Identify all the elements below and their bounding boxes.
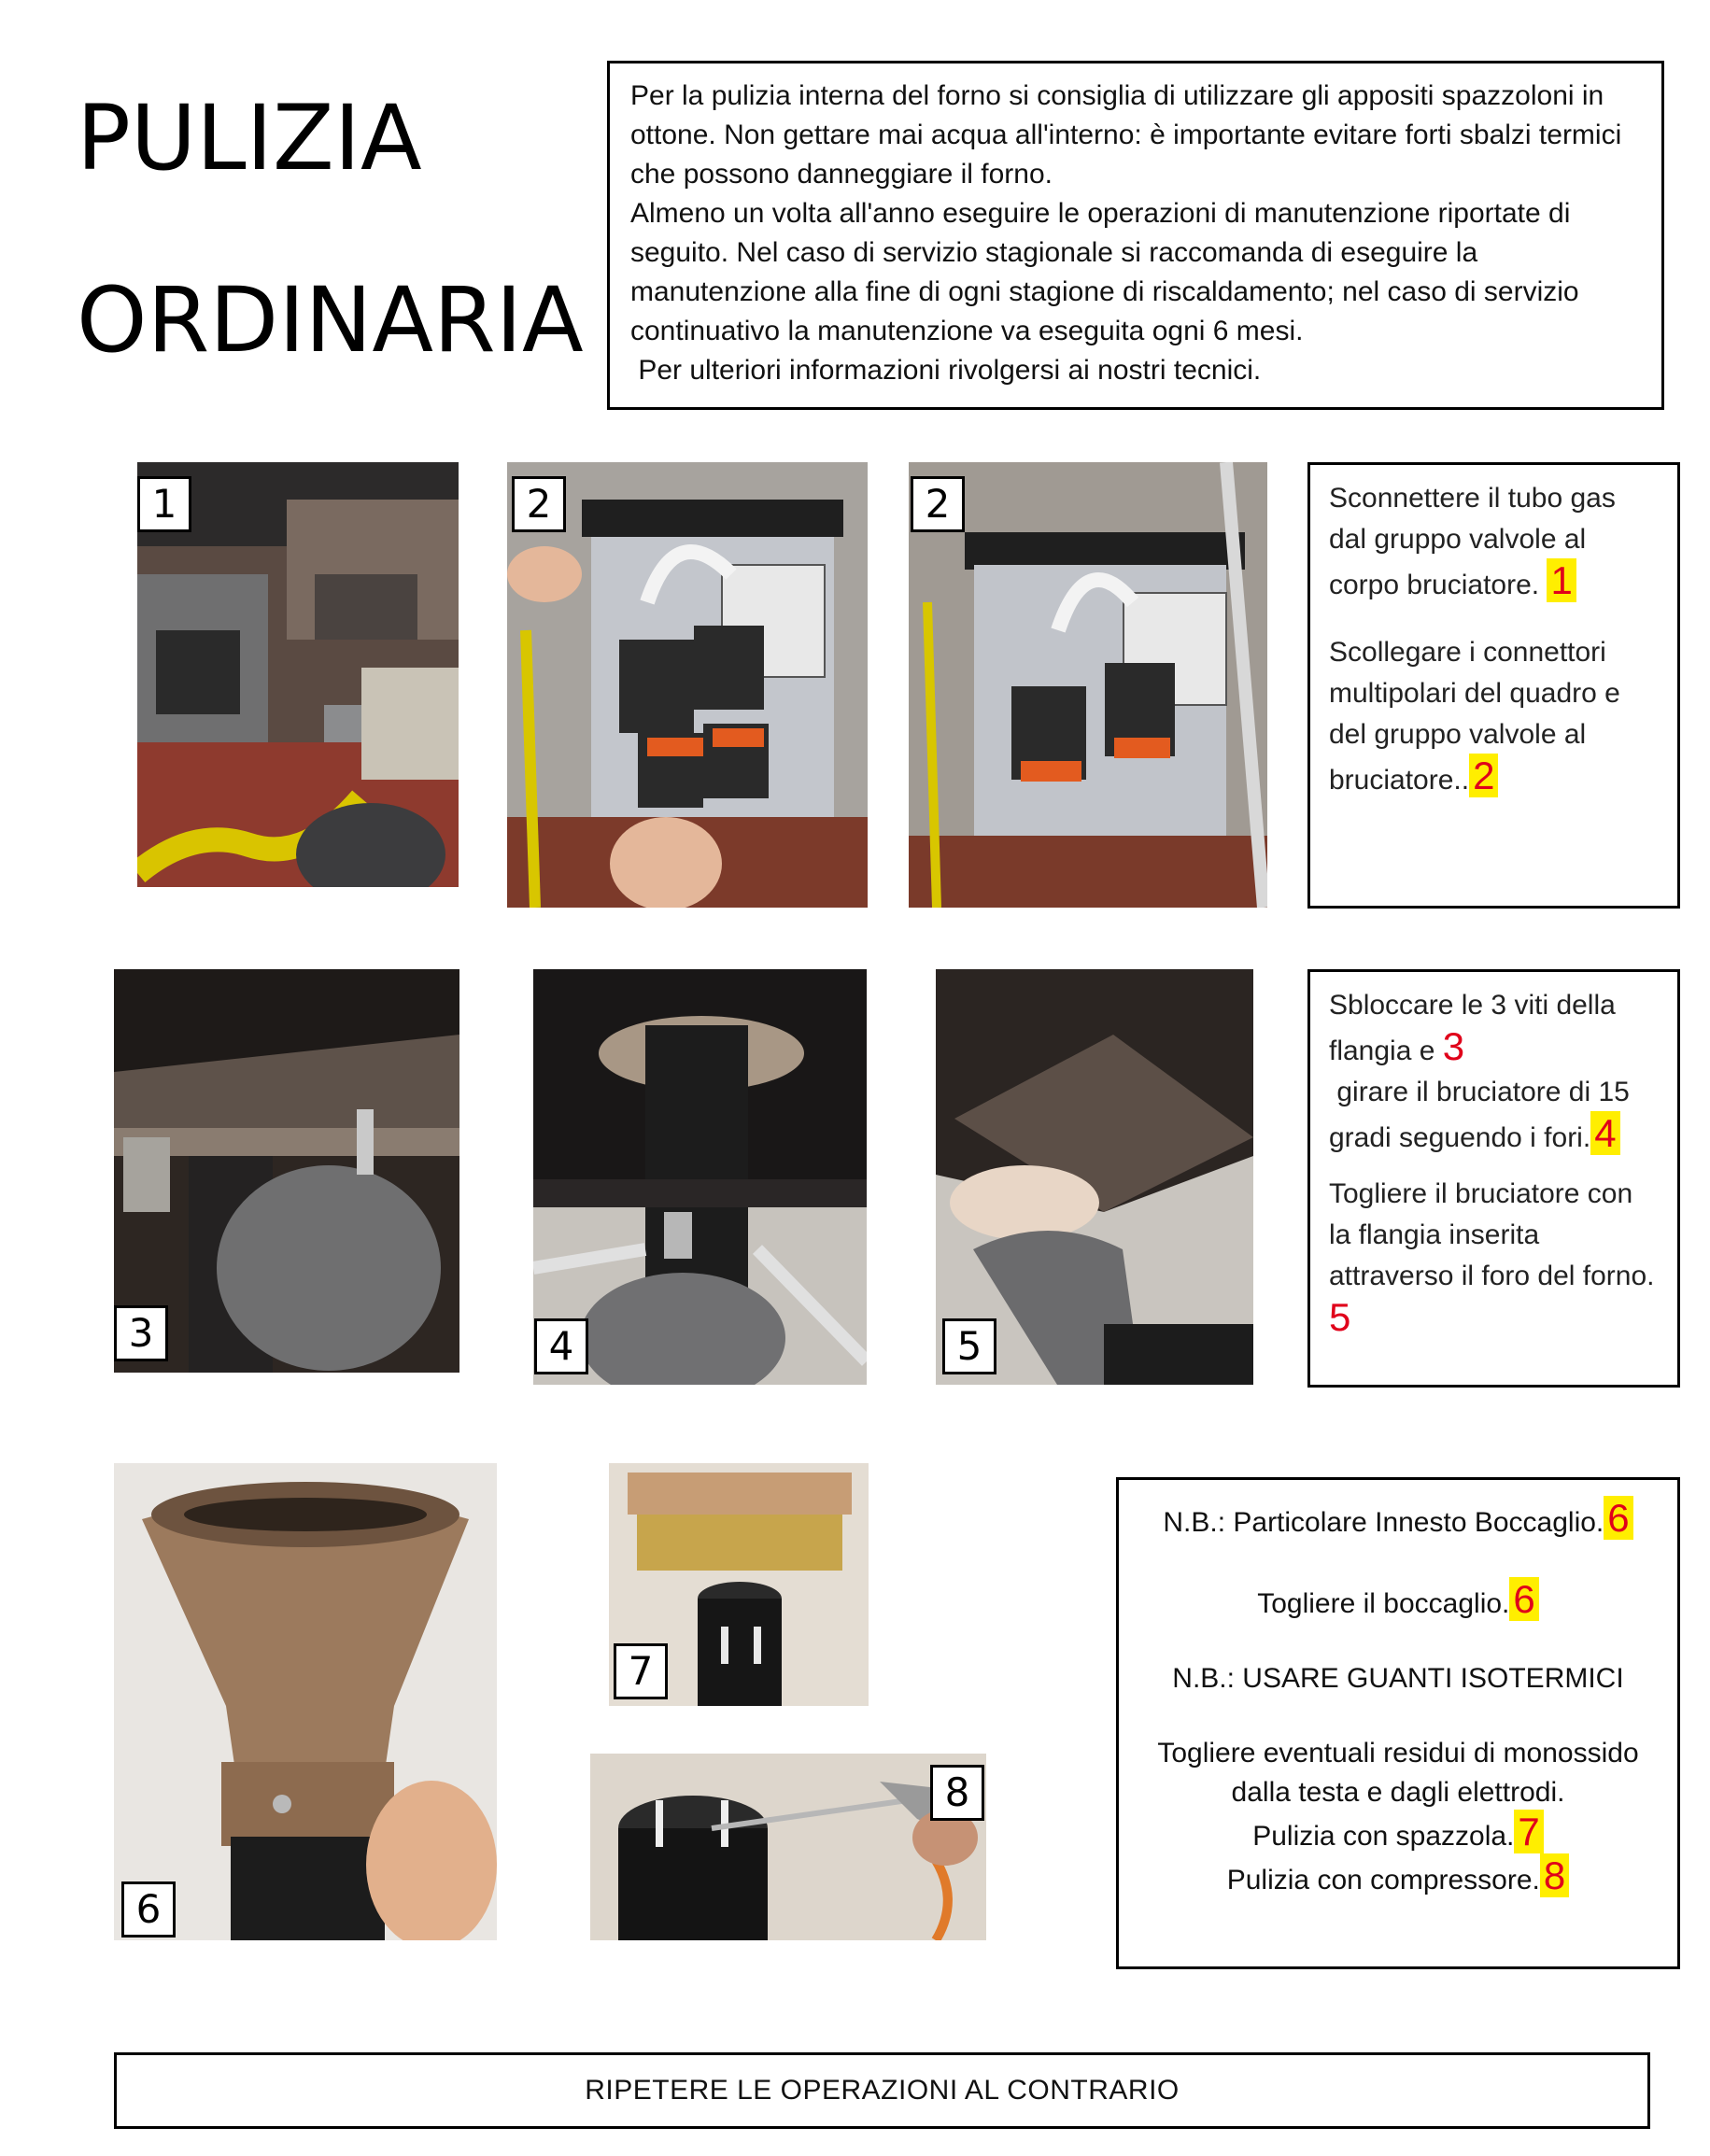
step-remove-burner: Togliere il bruciatore con la flangia inserita attraverso il foro del forno. 5 <box>1329 1178 1655 1339</box>
step-disconnect-gas: Sconnettere il tubo gas dal gruppo valvole al corpo bruciatore. 1 <box>1329 483 1616 602</box>
step-number-5: 5 <box>1329 1295 1351 1339</box>
photo-label-1: 1 <box>137 476 191 532</box>
step-disconnect-connectors: Scollegare i connettori multipolari del quadro e del gruppo valvole al bruciatore..2 <box>1329 637 1620 797</box>
step-unlock-screws: Sbloccare le 3 viti della flangia e 3 <box>1329 990 1616 1068</box>
intro-box <box>607 61 1664 410</box>
step-remove-residue: Togliere eventuali residui di monossido dalla testa e dagli elettrodi. <box>1157 1738 1639 1808</box>
step-rotate-burner: girare il bruciatore di 15 gradi seguendo i fori.4 <box>1329 1077 1638 1155</box>
step-number-8: 8 <box>1540 1853 1569 1897</box>
instruction-box-3 <box>1116 1477 1680 1969</box>
nb-isothermal-gloves: N.B.: USARE GUANTI ISOTERMICI <box>1172 1663 1624 1694</box>
photo-label-7: 7 <box>614 1643 668 1699</box>
instruction-box-2 <box>1307 969 1680 1388</box>
step-number-4: 4 <box>1590 1111 1619 1155</box>
step-number-3: 3 <box>1442 1024 1465 1068</box>
instruction-box-1 <box>1307 462 1680 909</box>
intro-paragraph-3: Per ulteriori informazioni rivolgersi ai nostri tecnici. <box>630 355 1262 386</box>
step-brush-cleaning: Pulizia con spazzola.7 <box>1134 1812 1662 1856</box>
photo-label-6: 6 <box>121 1881 176 1938</box>
step-number-7: 7 <box>1514 1810 1543 1853</box>
photo-label-5: 5 <box>942 1318 996 1374</box>
title-pulizia: PULIZIA <box>77 86 422 190</box>
step-compressor-cleaning: Pulizia con compressore.8 <box>1134 1856 1662 1900</box>
step-number-2: 2 <box>1469 754 1498 797</box>
photo-label-2a: 2 <box>512 476 566 532</box>
photo-label-4: 4 <box>534 1318 588 1374</box>
step-number-6b: 6 <box>1509 1577 1538 1621</box>
intro-paragraph-1: Per la pulizia interna del forno si consiglia di utilizzare gli appositi spazzoloni in ottone. Non gettare mai acqua all'interno: è importante evitare forti sbalzi termici che possono danneggiare il forno. <box>630 80 1622 190</box>
photo-6-nozzle <box>114 1463 497 1940</box>
photo-label-8: 8 <box>930 1765 984 1821</box>
step-number-6a: 6 <box>1604 1496 1632 1540</box>
step-number-1: 1 <box>1547 558 1576 602</box>
title-ordinaria: ORDINARIA <box>77 268 584 373</box>
photo-8-compressor-cleaning <box>590 1754 986 1940</box>
nb-nozzle-detail: N.B.: Particolare Innesto Boccaglio.6 <box>1134 1499 1662 1543</box>
photo-label-3: 3 <box>114 1305 168 1361</box>
photo-label-2b: 2 <box>911 476 965 532</box>
step-remove-nozzle: Togliere il boccaglio.6 <box>1134 1580 1662 1624</box>
intro-paragraph-2: Almeno un volta all'anno eseguire le operazioni di manutenzione riportate di seguito. Nel caso di servizio stagionale si raccomanda di eseguire la manutenzione alla fine di ogni stagione di riscaldamento; nel caso di servizio continuativo la manutenzione va eseguita ogni 6 mesi. <box>630 198 1579 346</box>
footer-box: RIPETERE LE OPERAZIONI AL CONTRARIO <box>114 2052 1650 2129</box>
